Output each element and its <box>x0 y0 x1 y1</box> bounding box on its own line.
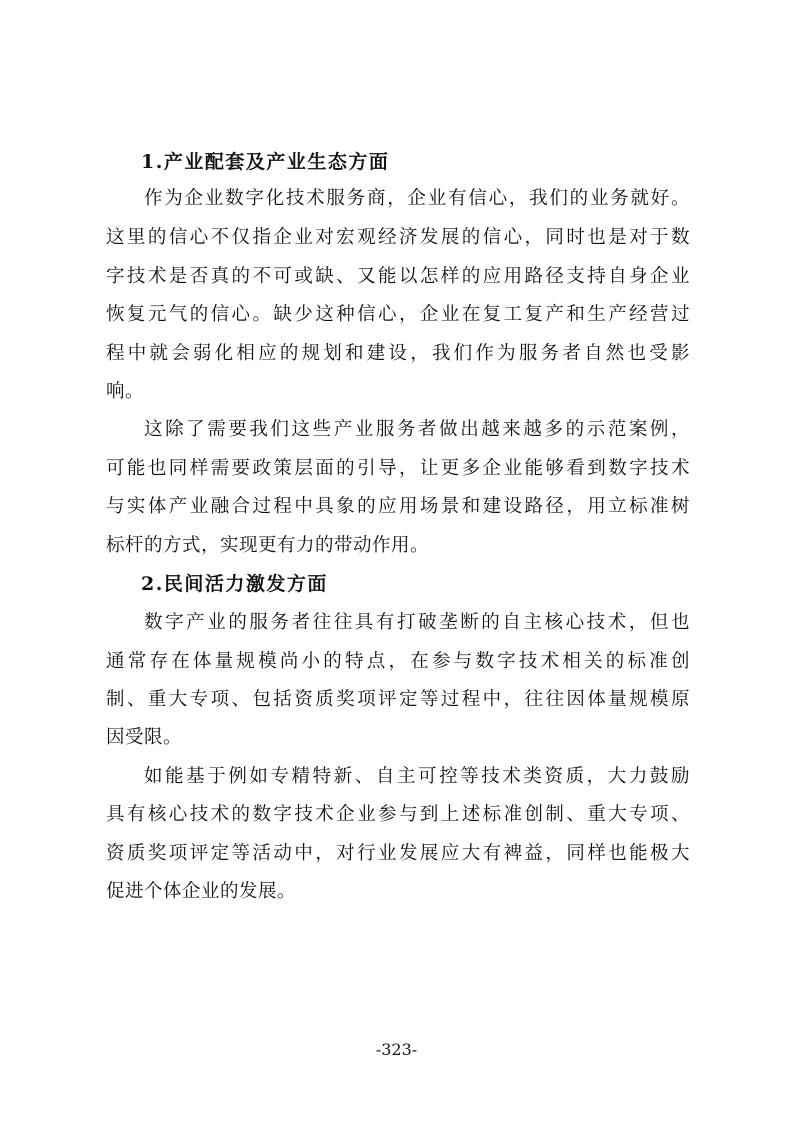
paragraph-line: 程中就会弱化相应的规划和建设，我们作为服务者自然也受影 <box>106 343 690 364</box>
section-heading-1: 1.产业配套及产业生态方面 <box>141 151 390 173</box>
paragraph-line: 数字产业的服务者往往具有打破垄断的自主核心技术，但也 <box>144 612 690 633</box>
section-heading-2: 2.民间活力激发方面 <box>141 573 328 595</box>
paragraph-line: 响。 <box>106 381 145 402</box>
paragraph-line: 具有核心技术的数字技术企业参与到上述标准创制、重大专项、 <box>106 804 690 825</box>
paragraph-line: 字技术是否真的不可或缺、又能以怎样的应用路径支持自身企业 <box>106 266 690 287</box>
paragraph-line: 通常存在体量规模尚小的特点，在参与数字技术相关的标准创 <box>106 651 690 672</box>
paragraph-line: 制、重大专项、包括资质奖项评定等过程中，往往因体量规模原 <box>106 689 690 710</box>
paragraph-line: 与实体产业融合过程中具象的应用场景和建设路径，用立标准树 <box>106 496 690 517</box>
paragraph-line: 这除了需要我们这些产业服务者做出越来越多的示范案例， <box>144 419 690 440</box>
paragraph-line: 作为企业数字化技术服务商，企业有信心，我们的业务就好。 <box>144 188 690 209</box>
paragraph-line: 可能也同样需要政策层面的引导，让更多企业能够看到数字技术 <box>106 458 690 479</box>
paragraph-line: 资质奖项评定等活动中，对行业发展应大有裨益，同样也能极大 <box>106 843 690 864</box>
paragraph-line: 如能基于例如专精特新、自主可控等技术类资质，大力鼓励 <box>144 766 690 787</box>
page-number: -323- <box>375 1040 418 1059</box>
paragraph-line: 促进个体企业的发展。 <box>106 881 297 902</box>
paragraph-line: 标杆的方式，实现更有力的带动作用。 <box>106 535 430 556</box>
paragraph-line: 恢复元气的信心。缺少这种信心，企业在复工复产和生产经营过 <box>106 304 690 325</box>
paragraph-line: 这里的信心不仅指企业对宏观经济发展的信心，同时也是对于数 <box>106 227 690 248</box>
paragraph-line: 因受限。 <box>106 727 183 748</box>
